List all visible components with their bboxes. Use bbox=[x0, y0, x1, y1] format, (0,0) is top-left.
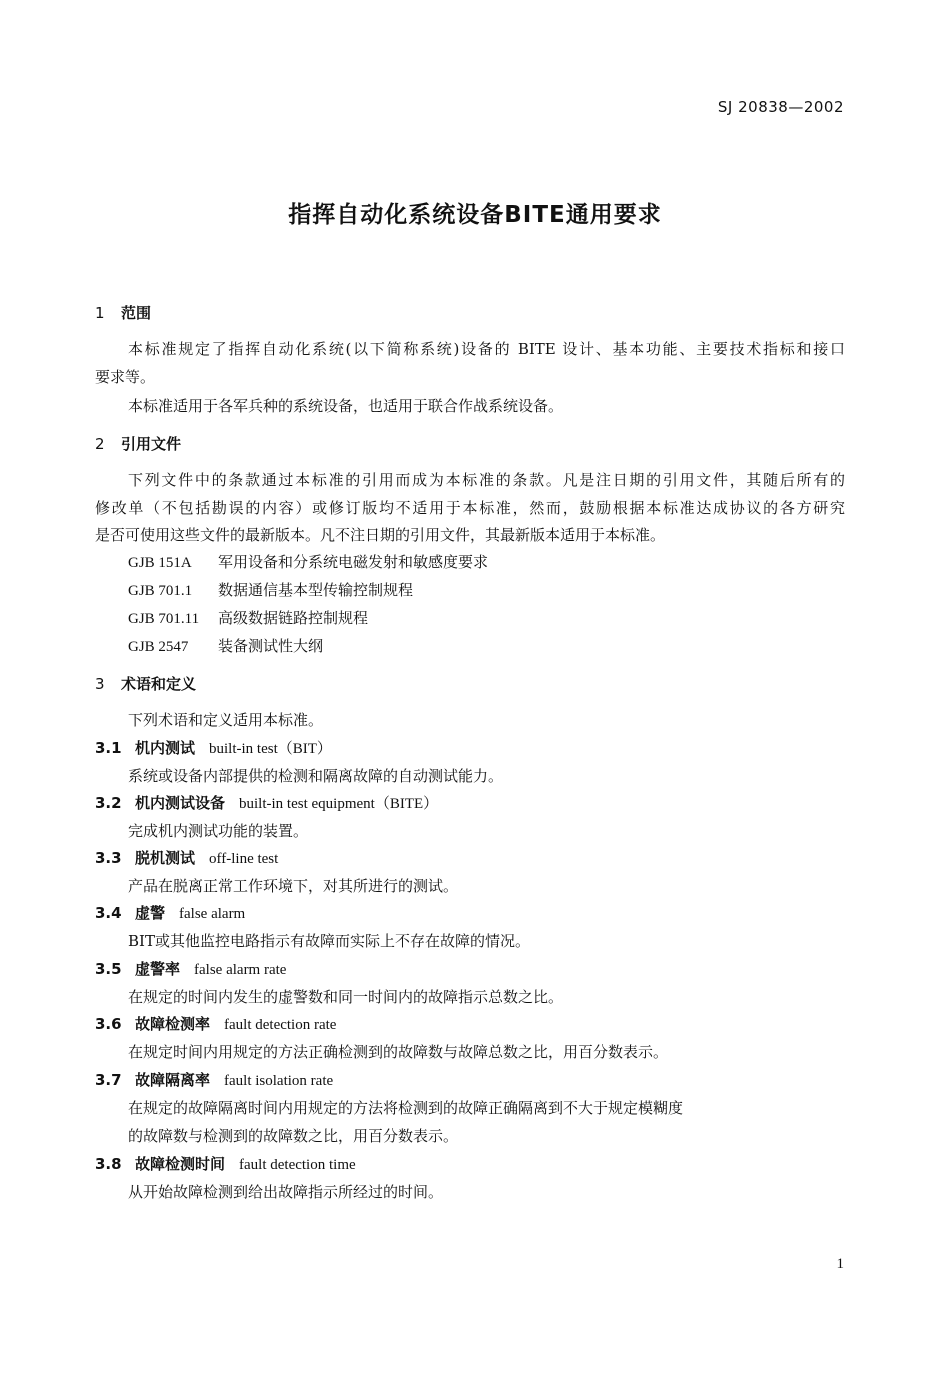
reference-name: 高级数据链路控制规程 bbox=[218, 609, 369, 627]
scope-paragraph-2: 本标准适用于各军兵种的系统设备，也适用于联合作战系统设备。 bbox=[128, 397, 564, 415]
reference-item bbox=[128, 552, 488, 573]
section-title: 范围 bbox=[121, 304, 152, 322]
term-definition: BIT或其他监控电路指示有故障而实际上不存在故障的情况。 bbox=[128, 932, 530, 950]
reference-name: 装备测试性大纲 bbox=[218, 637, 324, 655]
document-code: SJ 20838—2002 bbox=[717, 98, 844, 116]
term-definition: 从开始故障检测到给出故障指示所经过的时间。 bbox=[128, 1183, 444, 1201]
term-english: built-in test（BIT） bbox=[209, 741, 332, 757]
term-number: 3.2 bbox=[95, 794, 122, 812]
term-number: 3.6 bbox=[95, 1015, 122, 1033]
section-heading-references bbox=[95, 434, 181, 454]
term-definition-continued: 的故障数与检测到的故障数之比，用百分数表示。 bbox=[128, 1127, 459, 1145]
reference-code: GJB 2547 bbox=[128, 639, 189, 655]
term-heading bbox=[95, 1154, 356, 1175]
term-heading bbox=[95, 793, 438, 814]
term-heading bbox=[95, 848, 278, 869]
section-number: 3 bbox=[95, 675, 105, 693]
section-heading-terms bbox=[95, 674, 196, 694]
references-paragraph-line-1: 下列文件中的条款通过本标准的引用而成为本标准的条款。凡是注日期的引用文件，其随后所有的 bbox=[128, 471, 845, 489]
term-chinese: 故障隔离率 bbox=[135, 1071, 211, 1089]
section-number: 1 bbox=[95, 304, 105, 322]
term-chinese: 虚警率 bbox=[135, 960, 181, 978]
term-chinese: 脱机测试 bbox=[135, 849, 196, 867]
reference-item bbox=[128, 608, 368, 629]
term-number: 3.3 bbox=[95, 849, 122, 867]
section-title: 引用文件 bbox=[121, 435, 182, 453]
term-definition: 在规定的故障隔离时间内用规定的方法将检测到的故障正确隔离到不大于规定模糊度 bbox=[128, 1099, 684, 1117]
term-heading bbox=[95, 959, 286, 980]
section-number: 2 bbox=[95, 435, 105, 453]
scope-paragraph-1-line-2: 要求等。 bbox=[95, 368, 156, 386]
term-heading bbox=[95, 903, 245, 924]
term-english: false alarm rate bbox=[194, 962, 287, 978]
term-number: 3.5 bbox=[95, 960, 122, 978]
term-english: fault isolation rate bbox=[224, 1073, 334, 1089]
term-definition: 在规定时间内用规定的方法正确检测到的故障数与故障总数之比，用百分数表示。 bbox=[128, 1043, 669, 1061]
document-title: 指挥自动化系统设备BITE通用要求 bbox=[288, 202, 662, 228]
term-heading bbox=[95, 738, 332, 759]
reference-code: GJB 701.11 bbox=[128, 611, 200, 627]
reference-code: GJB 151A bbox=[128, 555, 192, 571]
reference-name: 军用设备和分系统电磁发射和敏感度要求 bbox=[218, 553, 489, 571]
term-english: built-in test equipment（BITE） bbox=[239, 796, 439, 812]
term-chinese: 机内测试设备 bbox=[135, 794, 226, 812]
term-definition: 系统或设备内部提供的检测和隔离故障的自动测试能力。 bbox=[128, 767, 504, 785]
reference-item bbox=[128, 580, 413, 601]
term-english: off-line test bbox=[209, 851, 279, 867]
section-heading-scope bbox=[95, 303, 151, 323]
term-heading bbox=[95, 1070, 333, 1091]
term-chinese: 虚警 bbox=[135, 904, 166, 922]
term-number: 3.7 bbox=[95, 1071, 122, 1089]
terms-intro: 下列术语和定义适用本标准。 bbox=[128, 711, 324, 729]
reference-code: GJB 701.1 bbox=[128, 583, 193, 599]
term-english: false alarm bbox=[179, 906, 246, 922]
term-english: fault detection time bbox=[239, 1157, 356, 1173]
scope-paragraph-1-line-1: 本标准规定了指挥自动化系统(以下简称系统)设备的 BITE 设计、基本功能、主要技术指标和接口 bbox=[128, 340, 845, 358]
term-chinese: 故障检测时间 bbox=[135, 1155, 226, 1173]
term-definition: 完成机内测试功能的装置。 bbox=[128, 822, 309, 840]
term-english: fault detection rate bbox=[224, 1017, 337, 1033]
term-number: 3.8 bbox=[95, 1155, 122, 1173]
term-chinese: 机内测试 bbox=[135, 739, 196, 757]
term-number: 3.4 bbox=[95, 904, 122, 922]
term-definition: 产品在脱离正常工作环境下，对其所进行的测试。 bbox=[128, 877, 459, 895]
reference-name: 数据通信基本型传输控制规程 bbox=[218, 581, 414, 599]
reference-item bbox=[128, 636, 323, 657]
references-paragraph-line-3: 是否可使用这些文件的最新版本。凡不注日期的引用文件，其最新版本适用于本标准。 bbox=[95, 526, 666, 544]
page-number: 1 bbox=[836, 1256, 844, 1272]
term-number: 3.1 bbox=[95, 739, 122, 757]
section-title: 术语和定义 bbox=[121, 675, 197, 693]
term-heading bbox=[95, 1014, 336, 1035]
term-definition: 在规定的时间内发生的虚警数和同一时间内的故障指示总数之比。 bbox=[128, 988, 564, 1006]
term-chinese: 故障检测率 bbox=[135, 1015, 211, 1033]
references-paragraph-line-2: 修改单（不包括勘误的内容）或修订版均不适用于本标准，然而，鼓励根据本标准达成协议的各方研究 bbox=[95, 499, 845, 517]
